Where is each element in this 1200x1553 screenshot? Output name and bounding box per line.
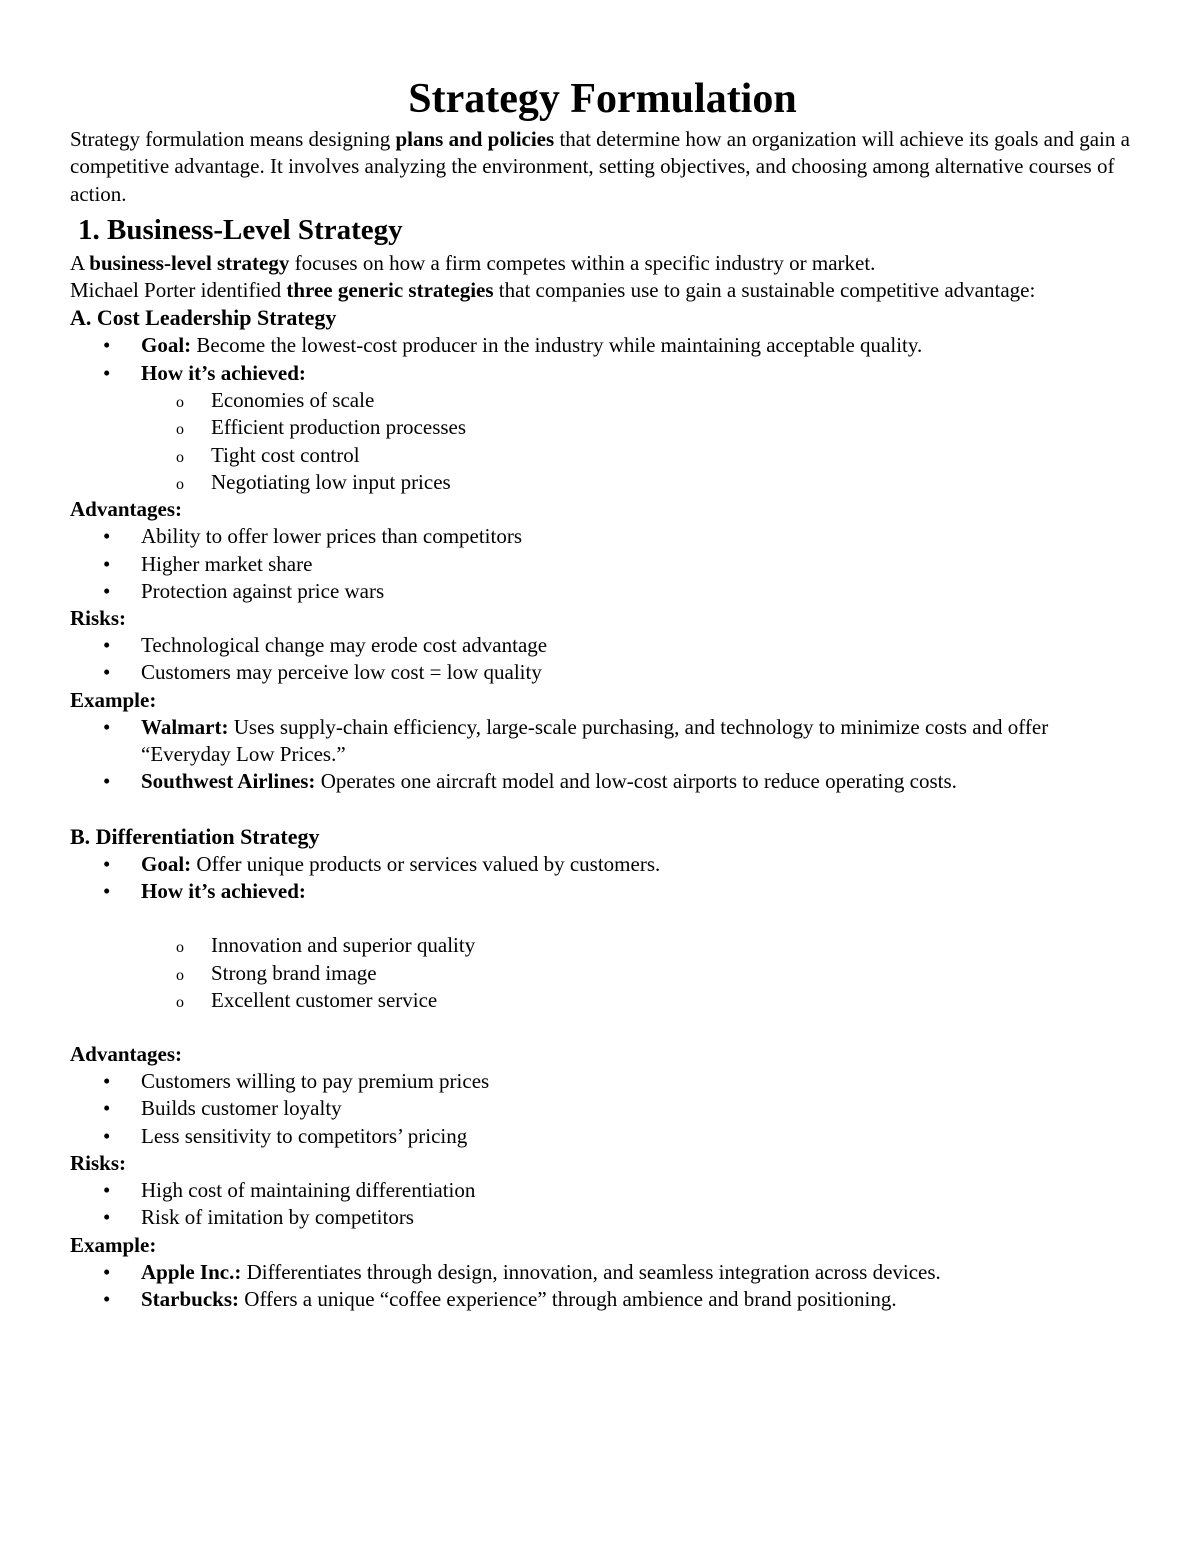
list-item: • Risk of imitation by competitors [70, 1204, 1135, 1231]
list-item: • Ability to offer lower prices than competitors [70, 523, 1135, 550]
example-text: Offers a unique “coffee experience” through ambience and brand positioning. [239, 1286, 897, 1311]
list-item: • High cost of maintaining differentiation [70, 1177, 1135, 1204]
list-item [70, 768, 1135, 795]
list-item: • Customers may perceive low cost = low quality [70, 659, 1135, 686]
diff-risks-list [70, 1177, 1135, 1232]
list-item: o Innovation and superior quality [70, 932, 1135, 959]
list-item: o Strong brand image [70, 960, 1135, 987]
text: that companies use to gain a sustainable competitive advantage: [493, 278, 1036, 303]
list-item: o Excellent customer service [70, 987, 1135, 1014]
diff-how-list [70, 932, 1135, 1014]
text: Michael Porter identified [70, 278, 287, 303]
business-level-definition [70, 250, 1135, 277]
list-item: • Technological change may erode cost advantage [70, 632, 1135, 659]
intro-bold: plans and policies [395, 127, 555, 151]
goal-label: Goal: [141, 333, 192, 358]
goal-text: Offer unique products or services valued by customers. [191, 851, 661, 876]
diff-risks-label: Risks: [70, 1151, 127, 1176]
cost-advantages-list [70, 523, 1135, 605]
section-heading-business-level: 1. Business-Level Strategy [78, 213, 403, 246]
spacer [70, 905, 1135, 932]
text: focuses on how a firm competes within a specific industry or market. [289, 250, 876, 275]
list-item [70, 1286, 1135, 1313]
diff-example-label: Example: [70, 1232, 157, 1257]
subheading-cost-leadership: A. Cost Leadership Strategy [70, 305, 337, 331]
cost-risks-list [70, 632, 1135, 687]
cost-how-list [70, 387, 1135, 496]
subheading-differentiation: B. Differentiation Strategy [70, 823, 320, 849]
list-item: • Less sensitivity to competitors’ pricing [70, 1123, 1135, 1150]
list-item: o Efficient production processes [70, 414, 1135, 441]
porter-paragraph [70, 277, 1135, 304]
list-item [70, 332, 1135, 359]
diff-advantages-label: Advantages: [70, 1042, 183, 1067]
diff-example-list [70, 1259, 1135, 1314]
list-item: • Customers willing to pay premium prices [70, 1068, 1135, 1095]
spacer [70, 1014, 1135, 1041]
list-item: o Tight cost control [70, 442, 1135, 469]
example-text: Operates one aircraft model and low-cost airports to reduce operating costs. [315, 769, 957, 794]
list-item: • Higher market share [70, 551, 1135, 578]
list-item: o Economies of scale [70, 387, 1135, 414]
example-name: Apple Inc.: [141, 1259, 242, 1284]
intro-paragraph [70, 126, 1135, 208]
bold-term: business-level strategy [89, 250, 290, 275]
list-item: • Builds customer loyalty [70, 1095, 1135, 1122]
list-item [70, 360, 1135, 387]
list-item [70, 1259, 1135, 1286]
example-name: Walmart: [141, 714, 229, 739]
cost-goal-list [70, 332, 1135, 387]
cost-example-label: Example: [70, 687, 157, 712]
diff-goal-list [70, 851, 1135, 906]
cost-advantages-label: Advantages: [70, 497, 183, 522]
spacer [70, 796, 1135, 823]
page-content [70, 72, 1135, 1313]
list-item [70, 878, 1135, 905]
cost-example-list [70, 714, 1135, 796]
example-text: Uses supply-chain efficiency, large-scale purchasing, and technology to minimize costs and offer “Everyday Low Prices.” [141, 714, 1049, 767]
page-title: Strategy Formulation [408, 76, 797, 122]
list-item [70, 851, 1135, 878]
list-item [70, 714, 1135, 769]
intro-text-2: that determine how an organization will achieve its goals and gain a competitive advantage. It involves analyzing the environment, setting objectives, and choosing among alternative courses of action. [70, 127, 1130, 206]
intro-text-1: Strategy formulation means designing [70, 127, 396, 151]
diff-advantages-list [70, 1068, 1135, 1150]
example-text: Differentiates through design, innovation, and seamless integration across devices. [241, 1259, 941, 1284]
how-label: How it’s achieved: [141, 878, 306, 903]
goal-label: Goal: [141, 851, 192, 876]
how-label: How it’s achieved: [141, 360, 306, 385]
text: A [70, 250, 90, 275]
list-item: o Negotiating low input prices [70, 469, 1135, 496]
bold-term: three generic strategies [286, 278, 494, 303]
list-item: • Protection against price wars [70, 578, 1135, 605]
example-name: Southwest Airlines: [141, 769, 316, 794]
goal-text: Become the lowest-cost producer in the industry while maintaining acceptable quality. [191, 333, 923, 358]
example-name: Starbucks: [141, 1286, 240, 1311]
cost-risks-label: Risks: [70, 606, 127, 631]
